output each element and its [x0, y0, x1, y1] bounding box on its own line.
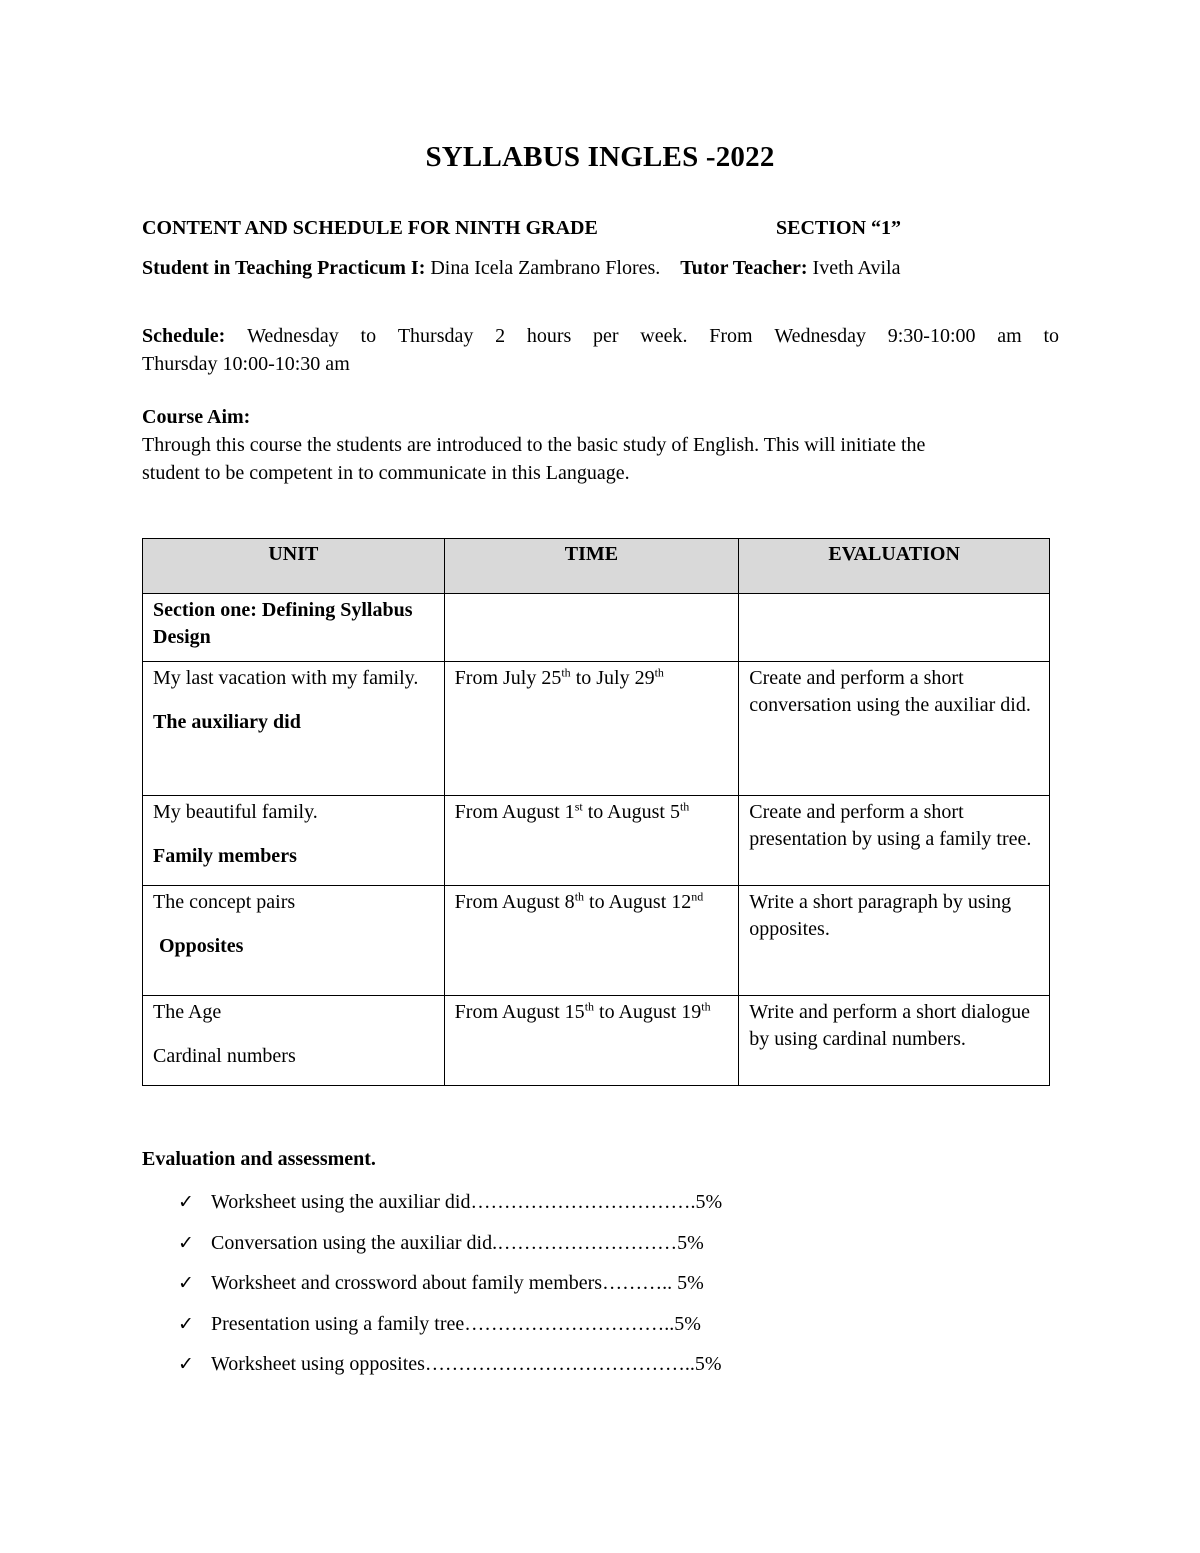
- unit-title: My last vacation with my family.: [153, 667, 419, 689]
- checkmark-icon: ✓: [178, 1272, 194, 1294]
- schedule-line-2: Thursday 10:00-10:30 am: [142, 353, 350, 375]
- column-header-evaluation: EVALUATION: [739, 539, 1050, 594]
- unit-title: The concept pairs: [153, 891, 296, 913]
- time-cell: [444, 886, 739, 996]
- list-item: [178, 1350, 722, 1391]
- time-cell: [444, 662, 739, 796]
- unit-title: The Age: [153, 1001, 222, 1023]
- time-text: From July 25: [454, 667, 562, 689]
- practicum-line: [142, 254, 900, 282]
- column-header-time: TIME: [444, 539, 739, 594]
- ordinal-suffix: th: [561, 665, 571, 680]
- table-row: [143, 886, 1050, 996]
- schedule-word: to: [360, 325, 377, 347]
- list-item-text: Presentation using a family tree…………………………..5%: [211, 1312, 701, 1335]
- list-item: [178, 1310, 722, 1351]
- ordinal-suffix: th: [574, 889, 585, 904]
- schedule-word: per: [593, 325, 619, 347]
- checkmark-icon: ✓: [178, 1312, 194, 1335]
- evaluation-checklist: [178, 1188, 722, 1391]
- unit-cell: [143, 796, 445, 886]
- list-item: [178, 1269, 722, 1310]
- schedule-word: Wednesday: [774, 325, 867, 347]
- time-text: to August 12: [584, 891, 692, 913]
- checkmark-icon: ✓: [178, 1353, 194, 1375]
- section-row: [143, 594, 1050, 662]
- ordinal-suffix: th: [584, 999, 595, 1014]
- section-title-cell: [143, 594, 445, 662]
- document-title: SYLLABUS INGLES -2022: [425, 141, 775, 173]
- evaluation-cell: Write a short paragraph by using opposites.: [739, 886, 1050, 996]
- tutor-label: Tutor Teacher:: [680, 257, 808, 279]
- schedule-word: week.: [640, 325, 688, 347]
- time-text: From August 8: [454, 891, 575, 913]
- list-item-text: Worksheet using opposites…………………………………..5%: [211, 1353, 722, 1375]
- content-heading: CONTENT AND SCHEDULE FOR NINTH GRADE: [142, 217, 598, 239]
- unit-cell: [143, 996, 445, 1086]
- ordinal-suffix: st: [574, 799, 583, 814]
- list-item-text: Conversation using the auxiliar did.………………………5%: [211, 1231, 704, 1254]
- list-item: [178, 1229, 722, 1270]
- ordinal-suffix: th: [679, 799, 690, 814]
- time-cell: [444, 796, 739, 886]
- time-text: to August 5: [582, 801, 680, 823]
- schedule-word: Wednesday: [247, 325, 339, 347]
- ordinal-suffix: nd: [691, 889, 704, 904]
- schedule-word: 9:30-10:00: [887, 325, 976, 347]
- schedule-word: hours: [526, 325, 572, 347]
- student-label: Student in Teaching Practicum I:: [142, 257, 426, 279]
- schedule-word: 2: [495, 325, 506, 347]
- empty-cell: [739, 594, 1050, 662]
- time-cell: [444, 996, 739, 1086]
- time-text: to August 19: [594, 1001, 702, 1023]
- schedule-word: From: [709, 325, 753, 347]
- schedule-label: Schedule:: [142, 325, 226, 347]
- course-aim-label: Course Aim:: [142, 406, 251, 428]
- list-item-text: Worksheet using the auxiliar did…………………………….5%: [211, 1191, 723, 1213]
- evaluation-heading: Evaluation and assessment.: [142, 1148, 376, 1170]
- syllabus-table: [142, 538, 1050, 1086]
- tutor-name: Iveth Avila: [812, 257, 901, 279]
- checkmark-icon: ✓: [178, 1191, 194, 1213]
- empty-cell: [444, 594, 739, 662]
- table-header-row: [143, 539, 1050, 594]
- list-item: [178, 1188, 722, 1229]
- course-aim-line-2: student to be competent in to communicate in this Language.: [142, 462, 630, 484]
- unit-topic: Opposites: [159, 935, 244, 957]
- ordinal-suffix: th: [701, 999, 711, 1014]
- ordinal-suffix: th: [654, 665, 664, 680]
- schedule-word: Thursday: [397, 325, 474, 347]
- schedule-block: [142, 322, 1059, 378]
- table-row: [143, 996, 1050, 1086]
- student-name: Dina Icela Zambrano Flores.: [430, 257, 661, 279]
- schedule-line-1: [142, 322, 1059, 350]
- evaluation-cell: Create and perform a short presentation by using a family tree.: [739, 796, 1050, 886]
- column-header-unit: UNIT: [143, 539, 445, 594]
- list-item-text: Worksheet and crossword about family members……….. 5%: [211, 1272, 704, 1294]
- unit-topic: The auxiliary did: [153, 711, 301, 733]
- schedule-word: to: [1043, 325, 1059, 347]
- unit-cell: [143, 886, 445, 996]
- unit-topic: Family members: [153, 845, 297, 867]
- unit-title: My beautiful family.: [153, 801, 318, 823]
- time-text: From August 15: [454, 1001, 585, 1023]
- course-aim-line-1: Through this course the students are introduced to the basic study of English. This will initiate the: [142, 434, 926, 456]
- checkmark-icon: ✓: [178, 1231, 194, 1254]
- section-label: SECTION “1”: [776, 217, 902, 239]
- table-row: [143, 662, 1050, 796]
- section-title: Section one: Defining Syllabus Design: [153, 599, 413, 648]
- time-text: to July 29: [570, 667, 655, 689]
- schedule-word: am: [997, 325, 1022, 347]
- evaluation-cell: Create and perform a short conversation using the auxiliar did.: [739, 662, 1050, 796]
- unit-topic: Cardinal numbers: [153, 1045, 296, 1067]
- table-row: [143, 796, 1050, 886]
- unit-cell: [143, 662, 445, 796]
- time-text: From August 1: [454, 801, 575, 823]
- evaluation-cell: Write and perform a short dialogue by using cardinal numbers.: [739, 996, 1050, 1086]
